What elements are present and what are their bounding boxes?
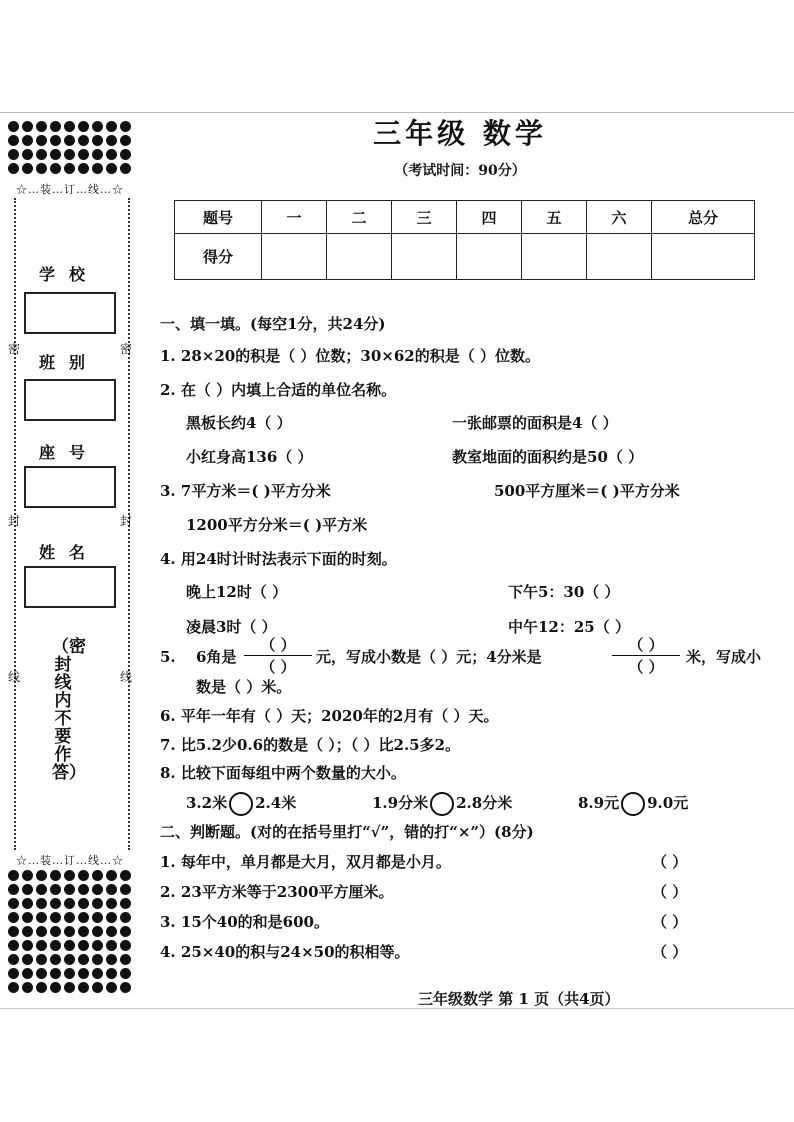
class-field[interactable]	[24, 379, 116, 421]
fraction-blank-2	[612, 634, 680, 677]
decor-dot	[92, 884, 103, 895]
decor-dot	[120, 884, 131, 895]
decor-dot	[8, 884, 19, 895]
binding-line-label-top: ☆…装…订…线…☆	[16, 183, 124, 196]
question-5-part1: 6角是	[196, 648, 237, 666]
seal-mark-xian-right: 线	[120, 670, 133, 684]
decor-dot	[92, 968, 103, 979]
score-row-label: 得分	[175, 234, 262, 280]
decor-dot	[106, 884, 117, 895]
decor-dot	[64, 954, 75, 965]
decor-dot	[36, 884, 47, 895]
question-5-part3: 米，写成小	[686, 648, 762, 666]
seal-mark-feng-left: 封	[8, 514, 21, 528]
compare-circle-blank[interactable]	[621, 792, 645, 816]
section1-heading: 一、填一填。(每空1分，共24分)	[160, 315, 386, 333]
decor-dot	[8, 940, 19, 951]
decor-dot	[8, 912, 19, 923]
decor-dot	[92, 954, 103, 965]
seal-mark-xian-left: 线	[8, 670, 21, 684]
question-3c: 1200平方分米＝( )平方米	[186, 516, 368, 534]
decor-dot	[36, 926, 47, 937]
judge-item-2: 2. 23平方米等于2300平方厘米。	[160, 883, 394, 901]
decor-dot	[22, 982, 33, 993]
decor-dot	[78, 926, 89, 937]
decor-dot	[92, 982, 103, 993]
compare-left: 8.9元	[578, 794, 620, 812]
decor-dot	[106, 926, 117, 937]
score-cell[interactable]	[262, 234, 327, 280]
score-header-cell: 题号	[175, 201, 262, 234]
seal-mark-feng-right: 封	[120, 514, 133, 528]
decor-dot	[50, 926, 61, 937]
score-table	[174, 200, 755, 280]
judge-answer-1[interactable]: （ ）	[652, 853, 688, 871]
decor-dot	[64, 898, 75, 909]
score-cell[interactable]	[522, 234, 587, 280]
compare-group-1	[186, 792, 296, 816]
score-header-cell: 四	[457, 201, 522, 234]
decor-dot	[120, 940, 131, 951]
decor-dot	[36, 968, 47, 979]
field-label-class: 班别	[38, 353, 99, 372]
decor-dot	[92, 940, 103, 951]
question-2d: 教室地面的面积约是50（ ）	[452, 448, 644, 466]
judge-answer-2[interactable]: （ ）	[652, 883, 688, 901]
decor-dot	[8, 870, 19, 881]
decor-dot	[92, 898, 103, 909]
field-label-seat: 座号	[38, 443, 99, 462]
fraction-blank-1	[244, 634, 312, 677]
question-2c: 小红身高136（ ）	[186, 448, 313, 466]
decor-dot	[106, 982, 117, 993]
question-4d: 中午12：25（ ）	[508, 618, 630, 636]
decor-dot	[64, 870, 75, 881]
question-5-part2: 元，写成小数是（ ）元；4分米是	[316, 648, 542, 666]
decor-dot	[92, 926, 103, 937]
question-2b: 一张邮票的面积是4（ ）	[452, 414, 618, 432]
seal-mark-mi-left: 密	[8, 342, 21, 356]
decor-dot	[22, 884, 33, 895]
decor-dot	[50, 982, 61, 993]
decor-dot	[50, 954, 61, 965]
compare-circle-blank[interactable]	[229, 792, 253, 816]
fraction-numerator: （ ）	[628, 636, 664, 654]
question-3a: 3. 7平方米＝( )平方分米	[160, 482, 331, 500]
seat-number-field[interactable]	[24, 466, 116, 508]
school-field[interactable]	[24, 292, 116, 334]
decor-dot	[36, 982, 47, 993]
question-2a: 黑板长约4（ ）	[186, 414, 292, 432]
question-7: 7. 比5.2少0.6的数是（ ）；（ ）比2.5多2。	[160, 736, 461, 754]
question-8: 8. 比较下面每组中两个数量的大小。	[160, 764, 406, 782]
decor-dot	[106, 898, 117, 909]
decor-dot	[106, 870, 117, 881]
score-header-cell: 六	[587, 201, 652, 234]
exam-time: （考试时间：90分）	[394, 163, 526, 179]
question-4c: 凌晨3时（ ）	[186, 618, 277, 636]
question-5-number: 5.	[160, 648, 176, 666]
binding-line-label-bottom: ☆…装…订…线…☆	[16, 854, 124, 867]
decor-dot	[120, 926, 131, 937]
seal-mark-mi-right: 密	[120, 342, 133, 356]
compare-right: 2.8分米	[456, 794, 513, 812]
decor-dot	[50, 898, 61, 909]
score-header-cell: 总分	[652, 201, 755, 234]
decor-dot	[78, 870, 89, 881]
compare-group-2	[372, 792, 512, 816]
decor-dot	[78, 982, 89, 993]
compare-circle-blank[interactable]	[430, 792, 454, 816]
fraction-denominator: （ ）	[260, 658, 296, 676]
decor-dot	[64, 940, 75, 951]
decor-dot	[106, 940, 117, 951]
score-cell[interactable]	[327, 234, 392, 280]
score-header-cell: 三	[392, 201, 457, 234]
decor-dot	[106, 968, 117, 979]
compare-right: 2.4米	[255, 794, 297, 812]
decor-dot	[78, 940, 89, 951]
decor-dot	[120, 982, 131, 993]
question-4: 4. 用24时计时法表示下面的时刻。	[160, 550, 397, 568]
judge-item-3: 3. 15个40的和是600。	[160, 913, 329, 931]
fraction-numerator: （ ）	[260, 636, 296, 654]
page-footer: 三年级数学 第 1 页（共4页）	[418, 990, 620, 1008]
decor-dot	[22, 940, 33, 951]
score-cell[interactable]	[587, 234, 652, 280]
decor-dot	[36, 898, 47, 909]
decor-dot	[22, 912, 33, 923]
decor-dot	[50, 870, 61, 881]
decor-dot	[8, 898, 19, 909]
decor-dot	[36, 912, 47, 923]
no-answer-warning: （密封线内不要作答）	[52, 637, 86, 783]
decor-dot	[64, 926, 75, 937]
fraction-denominator: （ ）	[628, 658, 664, 676]
decor-dot	[64, 982, 75, 993]
field-label-school: 学校	[38, 265, 99, 284]
decor-dot	[106, 912, 117, 923]
decor-dot	[8, 982, 19, 993]
decor-dot	[64, 912, 75, 923]
decor-dot	[78, 954, 89, 965]
decor-dot	[78, 884, 89, 895]
score-cell[interactable]	[652, 234, 755, 280]
judge-item-4: 4. 25×40的积与24×50的积相等。	[160, 943, 410, 961]
decor-dot	[120, 898, 131, 909]
question-2: 2. 在（ ）内填上合适的单位名称。	[160, 381, 397, 399]
decor-dot	[64, 884, 75, 895]
page-title: 三年级 数学	[373, 117, 547, 150]
decor-dot	[8, 954, 19, 965]
decor-dot	[36, 940, 47, 951]
question-4b: 下午5：30（ ）	[508, 583, 620, 601]
decor-dot	[36, 954, 47, 965]
judge-item-1: 1. 每年中，单月都是大月，双月都是小月。	[160, 853, 451, 871]
decor-dot	[120, 968, 131, 979]
score-header-cell: 一	[262, 201, 327, 234]
judge-answer-4[interactable]: （ ）	[652, 943, 688, 961]
decor-dot	[50, 968, 61, 979]
score-cell[interactable]	[392, 234, 457, 280]
score-table-score-row	[175, 234, 755, 280]
decor-dot	[92, 912, 103, 923]
compare-right: 9.0元	[647, 794, 689, 812]
decor-dot	[50, 884, 61, 895]
question-4a: 晚上12时（ ）	[186, 583, 288, 601]
decor-dot	[22, 870, 33, 881]
score-cell[interactable]	[457, 234, 522, 280]
decor-dot	[120, 954, 131, 965]
decor-dot	[78, 898, 89, 909]
decor-dot	[120, 870, 131, 881]
decor-dot	[36, 870, 47, 881]
compare-left: 1.9分米	[372, 794, 429, 812]
decor-dot	[92, 870, 103, 881]
decor-dot	[50, 912, 61, 923]
judge-answer-3[interactable]: （ ）	[652, 913, 688, 931]
decor-dot	[50, 940, 61, 951]
compare-left: 3.2米	[186, 794, 228, 812]
score-header-cell: 五	[522, 201, 587, 234]
name-field[interactable]	[24, 566, 116, 608]
score-header-cell: 二	[327, 201, 392, 234]
question-3b: 500平方厘米＝( )平方分米	[494, 482, 680, 500]
decor-dot	[78, 968, 89, 979]
score-table-header-row	[175, 201, 755, 234]
compare-group-3	[578, 792, 688, 816]
decor-dot	[22, 968, 33, 979]
question-6: 6. 平年一年有（ ）天；2020年的2月有（ ）天。	[160, 707, 499, 725]
decor-dot	[22, 926, 33, 937]
decor-dot	[22, 954, 33, 965]
dot-pattern-bottom	[8, 870, 134, 996]
decor-dot	[8, 968, 19, 979]
section2-heading: 二、判断题。(对的在括号里打“√”，错的打“×”）(8分)	[160, 823, 534, 841]
decor-dot	[64, 968, 75, 979]
question-5-part4: 数是（ ）米。	[196, 678, 292, 696]
decor-dot	[120, 912, 131, 923]
question-1: 1. 28×20的积是（ ）位数；30×62的积是（ ）位数。	[160, 347, 540, 365]
decor-dot	[8, 926, 19, 937]
decor-dot	[78, 912, 89, 923]
decor-dot	[22, 898, 33, 909]
bottom-rule	[0, 1008, 794, 1009]
field-label-name: 姓名	[38, 543, 99, 562]
decor-dot	[106, 954, 117, 965]
